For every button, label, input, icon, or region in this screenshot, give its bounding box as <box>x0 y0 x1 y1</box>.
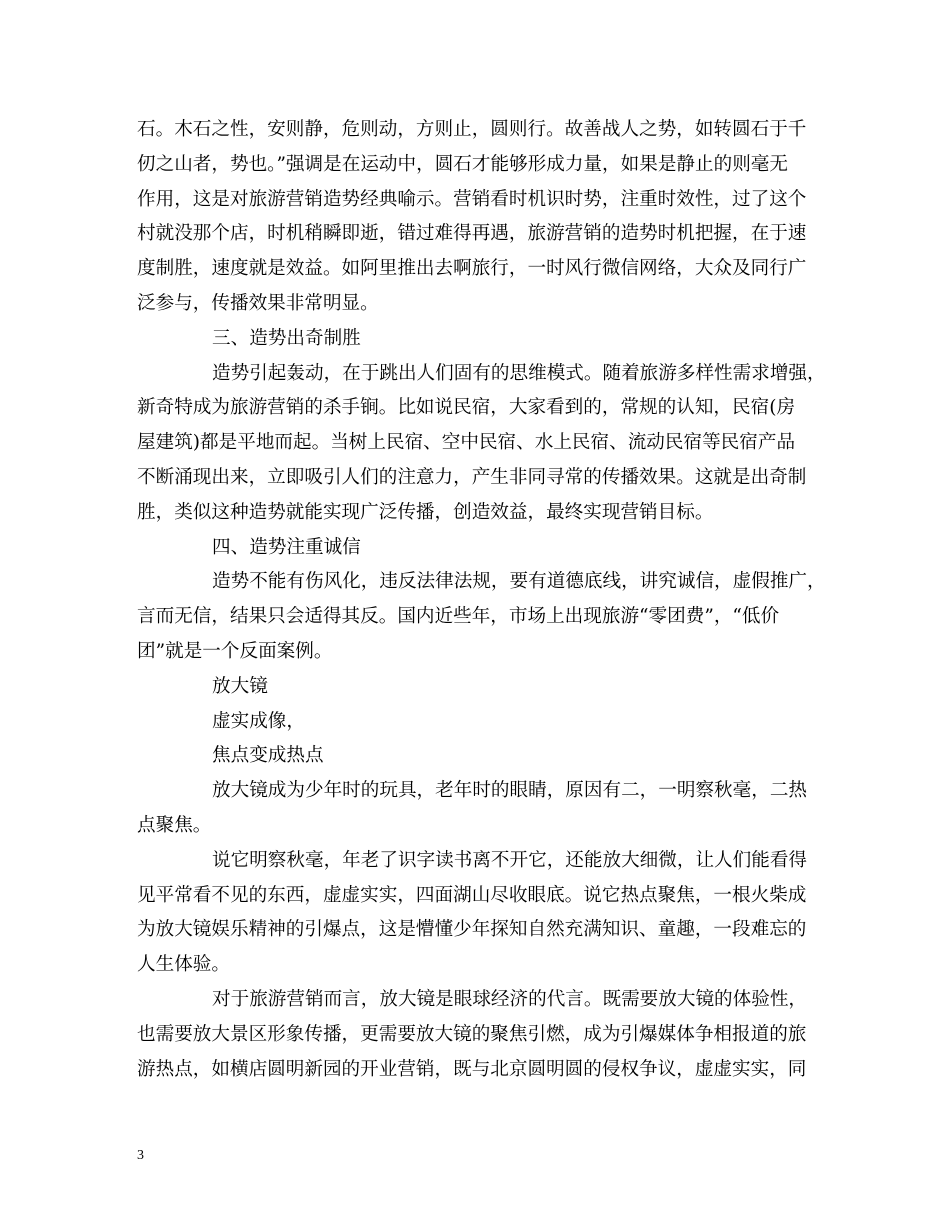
subsection-title: 放大镜 <box>212 675 268 697</box>
text-line: 放大镜成为少年时的玩具，老年时的眼睛，原因有二，一明察秋毫，二热 <box>212 780 808 802</box>
text-line: 仞之山者，势也。”强调是在运动中，圆石才能够形成力量，如果是静止的则毫无 <box>137 153 788 175</box>
text-line: 造势不能有伤风化，违反法律法规，要有道德底线，讲究诚信，虚假推广， <box>212 571 826 593</box>
text-line: 见平常看不见的东西，虚虚实实，四面湖山尽收眼底。说它热点聚焦，一根火柴成 <box>137 884 807 906</box>
text-line: 度制胜，速度就是效益。如阿里推出去啊旅行，一时风行微信网络，大众及同行广 <box>137 258 807 280</box>
text-line: 作用，这是对旅游营销造势经典喻示。营销看时机识时势，注重时效性，过了这个 <box>137 188 807 210</box>
text-line: 游热点，如横店圆明新园的开业营销，既与北京圆明圆的侵权争议，虚虚实实，同 <box>137 1058 807 1080</box>
text-line: 也需要放大景区形象传播，更需要放大镜的聚焦引燃，成为引爆媒体争相报道的旅 <box>137 1023 807 1045</box>
text-line: 泛参与，传播效果非常明显。 <box>137 292 379 314</box>
text-line: 为放大镜娱乐精神的引爆点，这是懵懂少年探知自然充满知识、童趣，一段难忘的 <box>137 919 807 941</box>
text-line: 胜，类似这种造势就能实现广泛传播，创造效益，最终实现营销目标。 <box>137 501 714 523</box>
subsection-title: 焦点变成热点 <box>212 745 324 767</box>
text-line: 团”就是一个反面案例。 <box>137 640 333 662</box>
section-heading: 四、造势注重诚信 <box>212 536 361 558</box>
text-line: 造势引起轰动，在于跳出人们固有的思维模式。随着旅游多样性需求增强， <box>212 362 826 384</box>
text-line: 屋建筑)都是平地而起。当树上民宿、空中民宿、水上民宿、流动民宿等民宿产品 <box>137 432 796 454</box>
text-line: 新奇特成为旅游营销的杀手锏。比如说民宿，大家看到的，常规的认知，民宿(房 <box>137 397 796 419</box>
text-line: 点聚焦。 <box>137 814 212 836</box>
text-line: 不断涌现出来，立即吸引人们的注意力，产生非同寻常的传播效果。这就是出奇制 <box>137 466 807 488</box>
page-number: 3 <box>137 1148 144 1163</box>
text-line: 石。木石之性，安则静，危则动，方则止，圆则行。故善战人之势，如转圆石于千 <box>137 119 807 140</box>
text-line: 说它明察秋毫，年老了识字读书离不开它，还能放大细微，让人们能看得 <box>212 849 808 871</box>
section-heading: 三、造势出奇制胜 <box>212 327 361 349</box>
text-line: 村就没那个店，时机稍瞬即逝，错过难得再遇，旅游营销的造势时机把握，在于速 <box>137 223 807 245</box>
text-line: 言而无信，结果只会适得其反。国内近些年，市场上出现旅游“零团费”，“低价 <box>137 606 780 628</box>
document-body <box>137 113 827 1087</box>
subsection-title: 虚实成像， <box>212 710 305 732</box>
text-line: 人生体验。 <box>137 954 230 976</box>
text-line: 对于旅游营销而言，放大镜是眼球经济的代言。既需要放大镜的体验性， <box>212 988 808 1010</box>
